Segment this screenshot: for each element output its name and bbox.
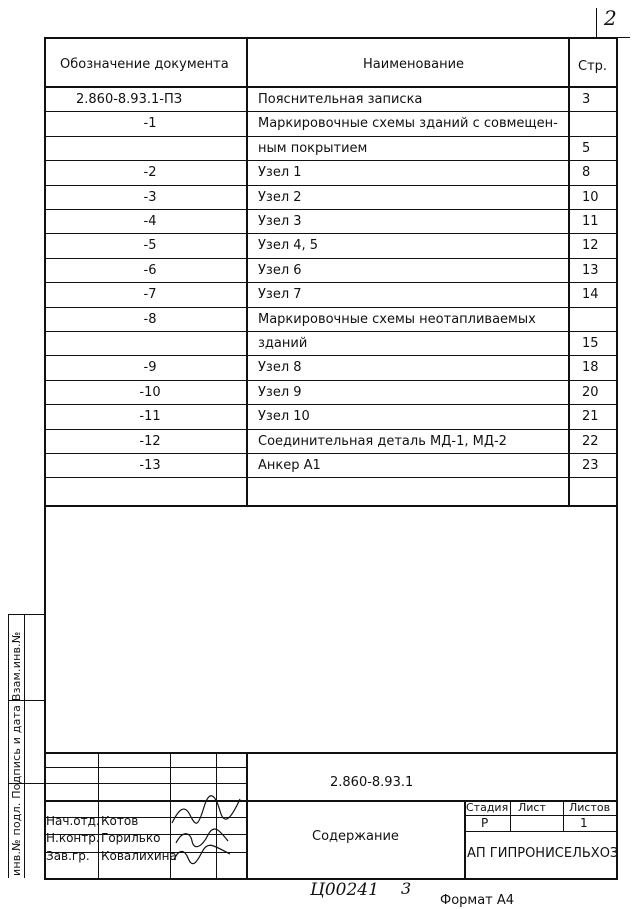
row-name: Анкер А1 — [258, 458, 321, 473]
inventory-number: Ц00241 — [310, 880, 379, 900]
row-designation: -4 — [143, 214, 157, 229]
row-divider — [44, 380, 618, 381]
row-designation: -3 — [143, 189, 157, 205]
role-2: Зав.гр. — [46, 849, 90, 863]
row-designation: -12 — [139, 433, 161, 449]
row-divider — [44, 136, 618, 137]
row-name: ным покрытием — [258, 140, 368, 156]
row-divider — [44, 477, 618, 478]
row-name: Узел 3 — [258, 214, 302, 229]
row-page: 8 — [582, 165, 591, 181]
sheet-label: Лист — [518, 801, 546, 814]
row-divider — [44, 307, 618, 308]
row-designation: -11 — [139, 409, 161, 425]
row-divider — [44, 160, 618, 161]
row-divider — [44, 355, 618, 356]
sheet-number: 2 — [604, 6, 617, 30]
signature-1 — [168, 793, 246, 829]
document-code: 2.860-8.93.1 — [330, 775, 414, 790]
row-name: Узел 1 — [258, 165, 302, 181]
header-designation: Обозначение документа — [60, 57, 229, 72]
sheets-value: 1 — [580, 816, 588, 830]
row-page: 12 — [582, 238, 599, 254]
row-designation: -1 — [143, 116, 157, 132]
row-name: Узел 10 — [258, 409, 310, 425]
row-designation: -9 — [143, 360, 157, 376]
row-page: 13 — [582, 262, 599, 278]
row-name: Узел 4, 5 — [258, 238, 319, 254]
row-designation: -5 — [143, 238, 157, 254]
row-page: 10 — [582, 189, 599, 205]
row-name: Узел 2 — [258, 189, 302, 205]
row-name: зданий — [258, 336, 308, 351]
role-0: Нач.отд. — [46, 814, 100, 828]
row-designation: -8 — [143, 311, 157, 327]
row-page: 15 — [582, 336, 599, 351]
row-divider — [44, 111, 618, 112]
row-page: 22 — [582, 433, 599, 449]
row-name: Пояснительная записка — [258, 92, 423, 107]
row-divider — [44, 404, 618, 405]
row-divider — [44, 258, 618, 259]
row-designation: -2 — [143, 165, 157, 181]
row-page: 23 — [582, 458, 599, 473]
row-page: 5 — [582, 140, 591, 156]
name-0: Котов — [101, 814, 139, 828]
organization: АП ГИПРОНИСЕЛЬХОЗ — [467, 846, 619, 861]
row-designation: -6 — [143, 262, 157, 278]
name-2: Ковалихина — [101, 849, 177, 863]
row-page: 18 — [582, 360, 599, 376]
header-page: Стр. — [578, 59, 608, 74]
stage-label: Стадия — [466, 801, 509, 814]
row-divider — [44, 282, 618, 283]
row-name: Узел 8 — [258, 360, 302, 376]
stage-value: Р — [481, 816, 489, 830]
side-stamp: инв.№ подл. Подпись и дата Взам.инв.№ — [10, 631, 23, 876]
row-divider — [44, 185, 618, 186]
row-name: Маркировочные схемы зданий с совмещен- — [258, 116, 558, 132]
row-name: Соединительная деталь МД-1, МД-2 — [258, 433, 507, 449]
row-divider — [44, 429, 618, 430]
signature-3 — [170, 842, 234, 866]
sheets-label: Листов — [569, 801, 611, 814]
row-name: Узел 9 — [258, 384, 302, 400]
name-1: Горилько — [101, 831, 161, 845]
row-page: 14 — [582, 287, 599, 303]
row-page: 20 — [582, 384, 599, 400]
row-designation: -7 — [143, 287, 157, 303]
row-divider — [44, 331, 618, 332]
row-divider — [44, 209, 618, 210]
row-name: Узел 7 — [258, 287, 302, 303]
copy-number: 3 — [401, 879, 412, 898]
row-page: 21 — [582, 409, 599, 425]
row-divider — [44, 453, 618, 454]
role-1: Н.контр. — [46, 831, 100, 845]
row-divider — [44, 233, 618, 234]
row-name: Маркировочные схемы неотапливаемых — [258, 311, 536, 327]
row-page: 3 — [582, 92, 591, 107]
header-name: Наименование — [363, 57, 465, 72]
row-name: Узел 6 — [258, 262, 302, 278]
row-designation: 2.860-8.93.1-ПЗ — [76, 92, 183, 107]
row-designation: -13 — [139, 458, 161, 473]
row-designation: -10 — [139, 384, 161, 400]
document-title: Содержание — [312, 829, 399, 844]
format-label: Формат А4 — [440, 893, 515, 908]
row-page: 11 — [582, 214, 599, 229]
